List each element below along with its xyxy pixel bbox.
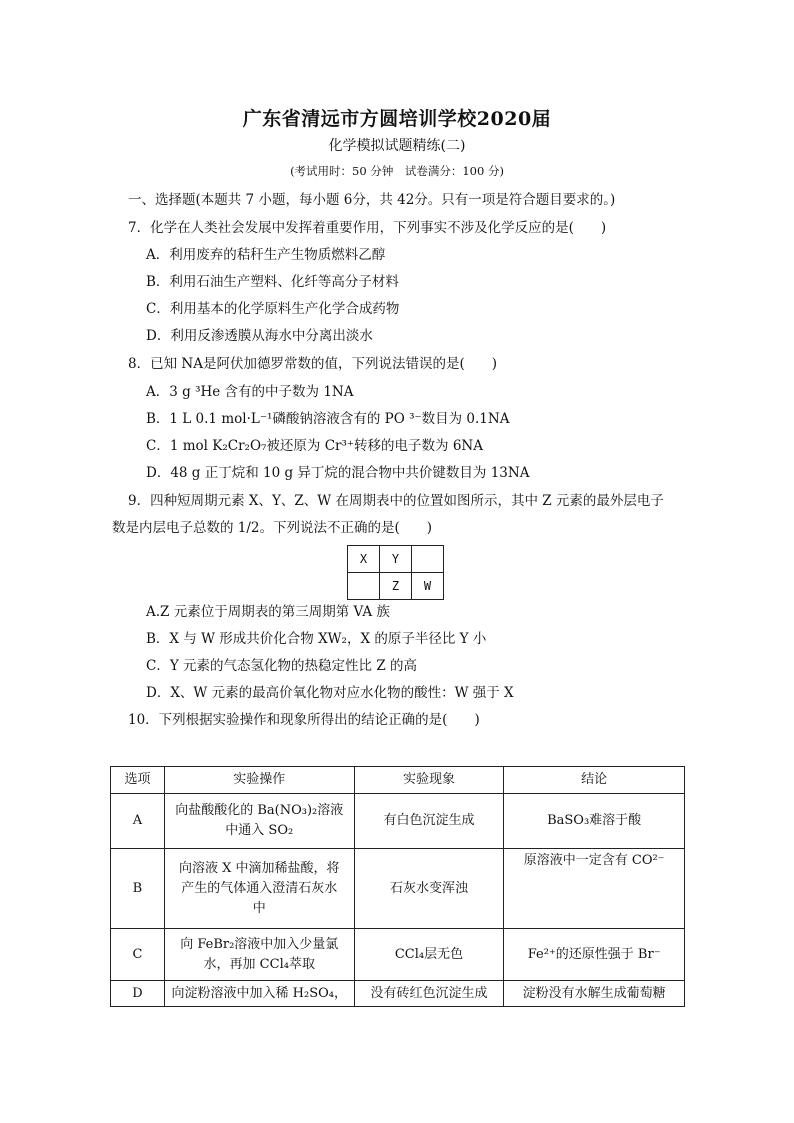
table-row: [111, 794, 685, 849]
row-option: B: [111, 849, 165, 929]
row-option: C: [111, 929, 165, 981]
question-9-option-a: A.Z 元素位于周期表的第三周期第 VA 族: [146, 604, 390, 620]
table-header-phenomenon: 实验现象: [354, 767, 504, 794]
grid-cell-empty: [412, 546, 444, 573]
document-title: 广东省清远市方圆培训学校2020届: [242, 108, 552, 130]
row-option: A: [111, 794, 165, 849]
table-header-operation: 实验操作: [164, 767, 354, 794]
table-header-row: [111, 767, 685, 794]
row-conclusion: BaSO₃难溶于酸: [504, 794, 685, 849]
grid-cell-w: W: [412, 573, 444, 600]
row-phenomenon: 石灰水变浑浊: [354, 849, 504, 929]
operation-line: 向盐酸酸化的 Ba(NO₃)₂溶液: [175, 803, 344, 818]
row-phenomenon: 有白色沉淀生成: [354, 794, 504, 849]
question-9-option-d: D．X、W 元素的最高价氧化物对应水化物的酸性：W 强于 X: [146, 685, 514, 701]
periodic-table-grid: [347, 545, 444, 600]
grid-cell-empty: [348, 573, 380, 600]
question-7-stem: 7．化学在人类社会发展中发挥着重要作用，下列事实不涉及化学反应的是( ): [128, 220, 607, 236]
section-heading: 一、选择题(本题共 7 小题，每小题 6分，共 42分。只有一项是符合题目要求的。): [128, 192, 616, 208]
question-9-option-b: B．X 与 W 形成共价化合物 XW₂，X 的原子半径比 Y 小: [146, 631, 487, 647]
table-row: [111, 981, 685, 1007]
row-phenomenon: 没有砖红色沉淀生成: [354, 981, 504, 1007]
table-row: [111, 929, 685, 981]
row-operation: [164, 849, 354, 929]
operation-line: 水，再加 CCl₄萃取: [203, 956, 315, 972]
question-9-stem-line1: 9．四种短周期元素 X、Y、Z、W 在周期表中的位置如图所示，其中 Z 元素的最外层电子: [128, 493, 664, 509]
grid-cell-x: X: [348, 546, 380, 573]
question-7-option-a: A．利用废弃的秸秆生产生物质燃料乙醇: [146, 247, 386, 263]
table-header-option: 选项: [111, 767, 165, 794]
question-8-option-c: C．1 mol K₂Cr₂O₇被还原为 Cr³⁺转移的电子数为 6NA: [146, 438, 483, 454]
row-conclusion: Fe²⁺的还原性强于 Br⁻: [504, 929, 685, 981]
exam-meta: (考试用时：50 分钟 试卷满分：100 分): [290, 164, 504, 178]
question-8-stem: 8．已知 NA是阿伏加德罗常数的值，下列说法错误的是( ): [128, 356, 497, 372]
operation-line: 向 FeBr₂溶液中加入少量氯: [180, 936, 339, 952]
question-10-stem: 10．下列根据实验操作和现象所得出的结论正确的是( ): [128, 712, 480, 728]
document-subtitle: 化学模拟试题精练(二): [328, 138, 466, 154]
row-phenomenon: CCl₄层无色: [354, 929, 504, 981]
operation-line: 向溶液 X 中滴加稀盐酸，将: [178, 860, 340, 876]
question-7-option-b: B．利用石油生产塑料、化纤等高分子材料: [146, 274, 399, 290]
question-7-option-d: D．利用反渗透膜从海水中分离出淡水: [146, 328, 373, 344]
row-operation: [164, 794, 354, 849]
experiment-table: [110, 766, 685, 1007]
row-conclusion: 淀粉没有水解生成葡萄糖: [504, 981, 685, 1007]
row-operation: 向淀粉溶液中加入稀 H₂SO₄，: [164, 981, 354, 1007]
question-8-option-d: D．48 g 正丁烷和 10 g 异丁烷的混合物中共价键数目为 13NA: [146, 465, 530, 481]
table-row: [111, 849, 685, 929]
question-8-option-b: B．1 L 0.1 mol·L⁻¹磷酸钠溶液含有的 PO ³⁻数目为 0.1NA: [146, 411, 510, 427]
operation-line: 中: [252, 900, 266, 916]
question-9-option-c: C．Y 元素的气态氢化物的热稳定性比 Z 的高: [146, 658, 417, 674]
grid-cell-z: Z: [380, 573, 412, 600]
question-7-option-c: C．利用基本的化学原料生产化学合成药物: [146, 301, 400, 317]
row-option: D: [111, 981, 165, 1007]
table-header-conclusion: 结论: [504, 767, 685, 794]
row-operation: [164, 929, 354, 981]
grid-cell-y: Y: [380, 546, 412, 573]
question-8-option-a: A．3 g ³He 含有的中子数为 1NA: [146, 384, 354, 400]
row-conclusion: 原溶液中一定含有 CO²⁻: [504, 849, 685, 929]
question-9-stem-line2: 数是内层电子总数的 1/2。下列说法不正确的是( ): [112, 520, 433, 536]
operation-line: 产生的气体通入澄清石灰水: [181, 880, 338, 896]
operation-line: 中通入 SO₂: [225, 823, 294, 838]
